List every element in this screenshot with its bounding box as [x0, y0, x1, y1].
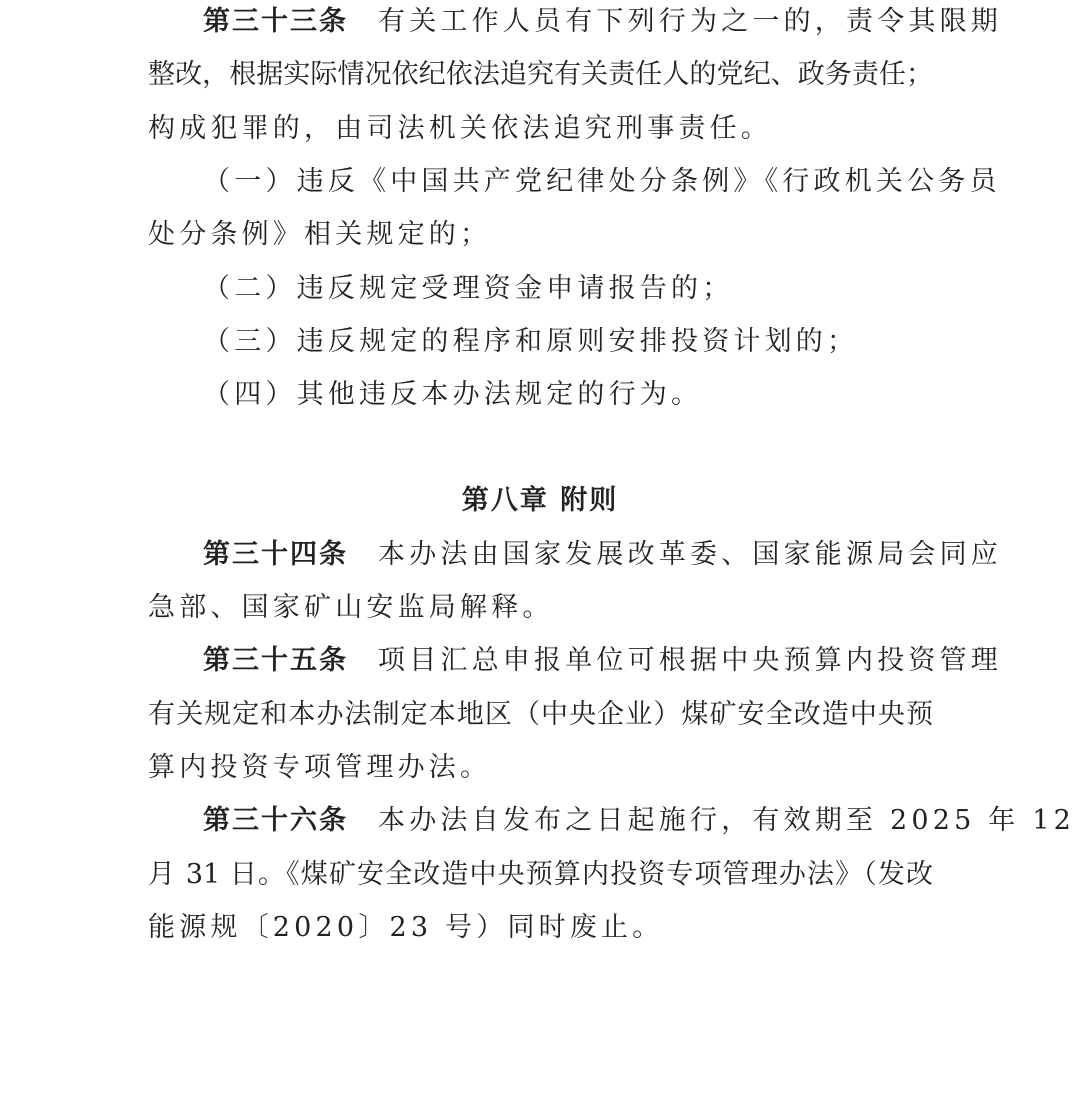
article-36-line-2: 月 31 日。《煤矿安全改造中央预算内投资专项管理办法》（发改 [148, 859, 933, 890]
article-33-heading: 第三十三条 [203, 6, 348, 37]
article-36-heading: 第三十六条 [203, 805, 348, 836]
article-33-item-1: （一）违反《中国共产党纪律处分条例》《行政机关公务员 [203, 166, 1001, 197]
article-35-first-line [203, 641, 1002, 681]
article-33-item-4: （四）其他违反本办法规定的行为。 [203, 379, 703, 410]
article-33-line-2: 整改，根据实际情况依纪依法追究有关责任人的党纪、政务责任； [148, 59, 933, 90]
article-36-line-3: 能源规〔2020〕23 号）同时废止。 [148, 912, 664, 943]
article-33-item-2: （二）违反规定受理资金申请报告的； [203, 273, 734, 304]
article-35-text: 项目汇总申报单位可根据中央预算内投资管理 [378, 645, 1002, 676]
article-36-text: 本办法自发布之日起施行，有效期至 2025 年 12 [378, 805, 1076, 836]
article-33-item-3: （三）违反规定的程序和原则安排投资计划的； [203, 326, 859, 357]
article-34-line-2: 急部、国家矿山安监局解释。 [148, 592, 554, 623]
article-35-line-2: 有关规定和本办法制定本地区（中央企业）煤矿安全改造中央预 [148, 699, 933, 730]
article-33-text: 有关工作人员有下列行为之一的，责令其限期 [378, 6, 1002, 37]
article-36-first-line [203, 801, 1075, 841]
article-34-text: 本办法由国家发展改革委、国家能源局会同应 [378, 539, 1002, 570]
article-35-heading: 第三十五条 [203, 645, 348, 676]
article-34-heading: 第三十四条 [203, 539, 348, 570]
article-33-line-3: 构成犯罪的，由司法机关依法追究刑事责任。 [148, 113, 772, 144]
article-34-first-line [203, 535, 1002, 575]
chapter-8-title: 第八章 附则 [461, 485, 619, 516]
article-33-item-1-cont: 处分条例》相关规定的； [148, 219, 492, 250]
article-33-first-line [203, 2, 1002, 42]
article-35-line-3: 算内投资专项管理办法。 [148, 752, 492, 783]
